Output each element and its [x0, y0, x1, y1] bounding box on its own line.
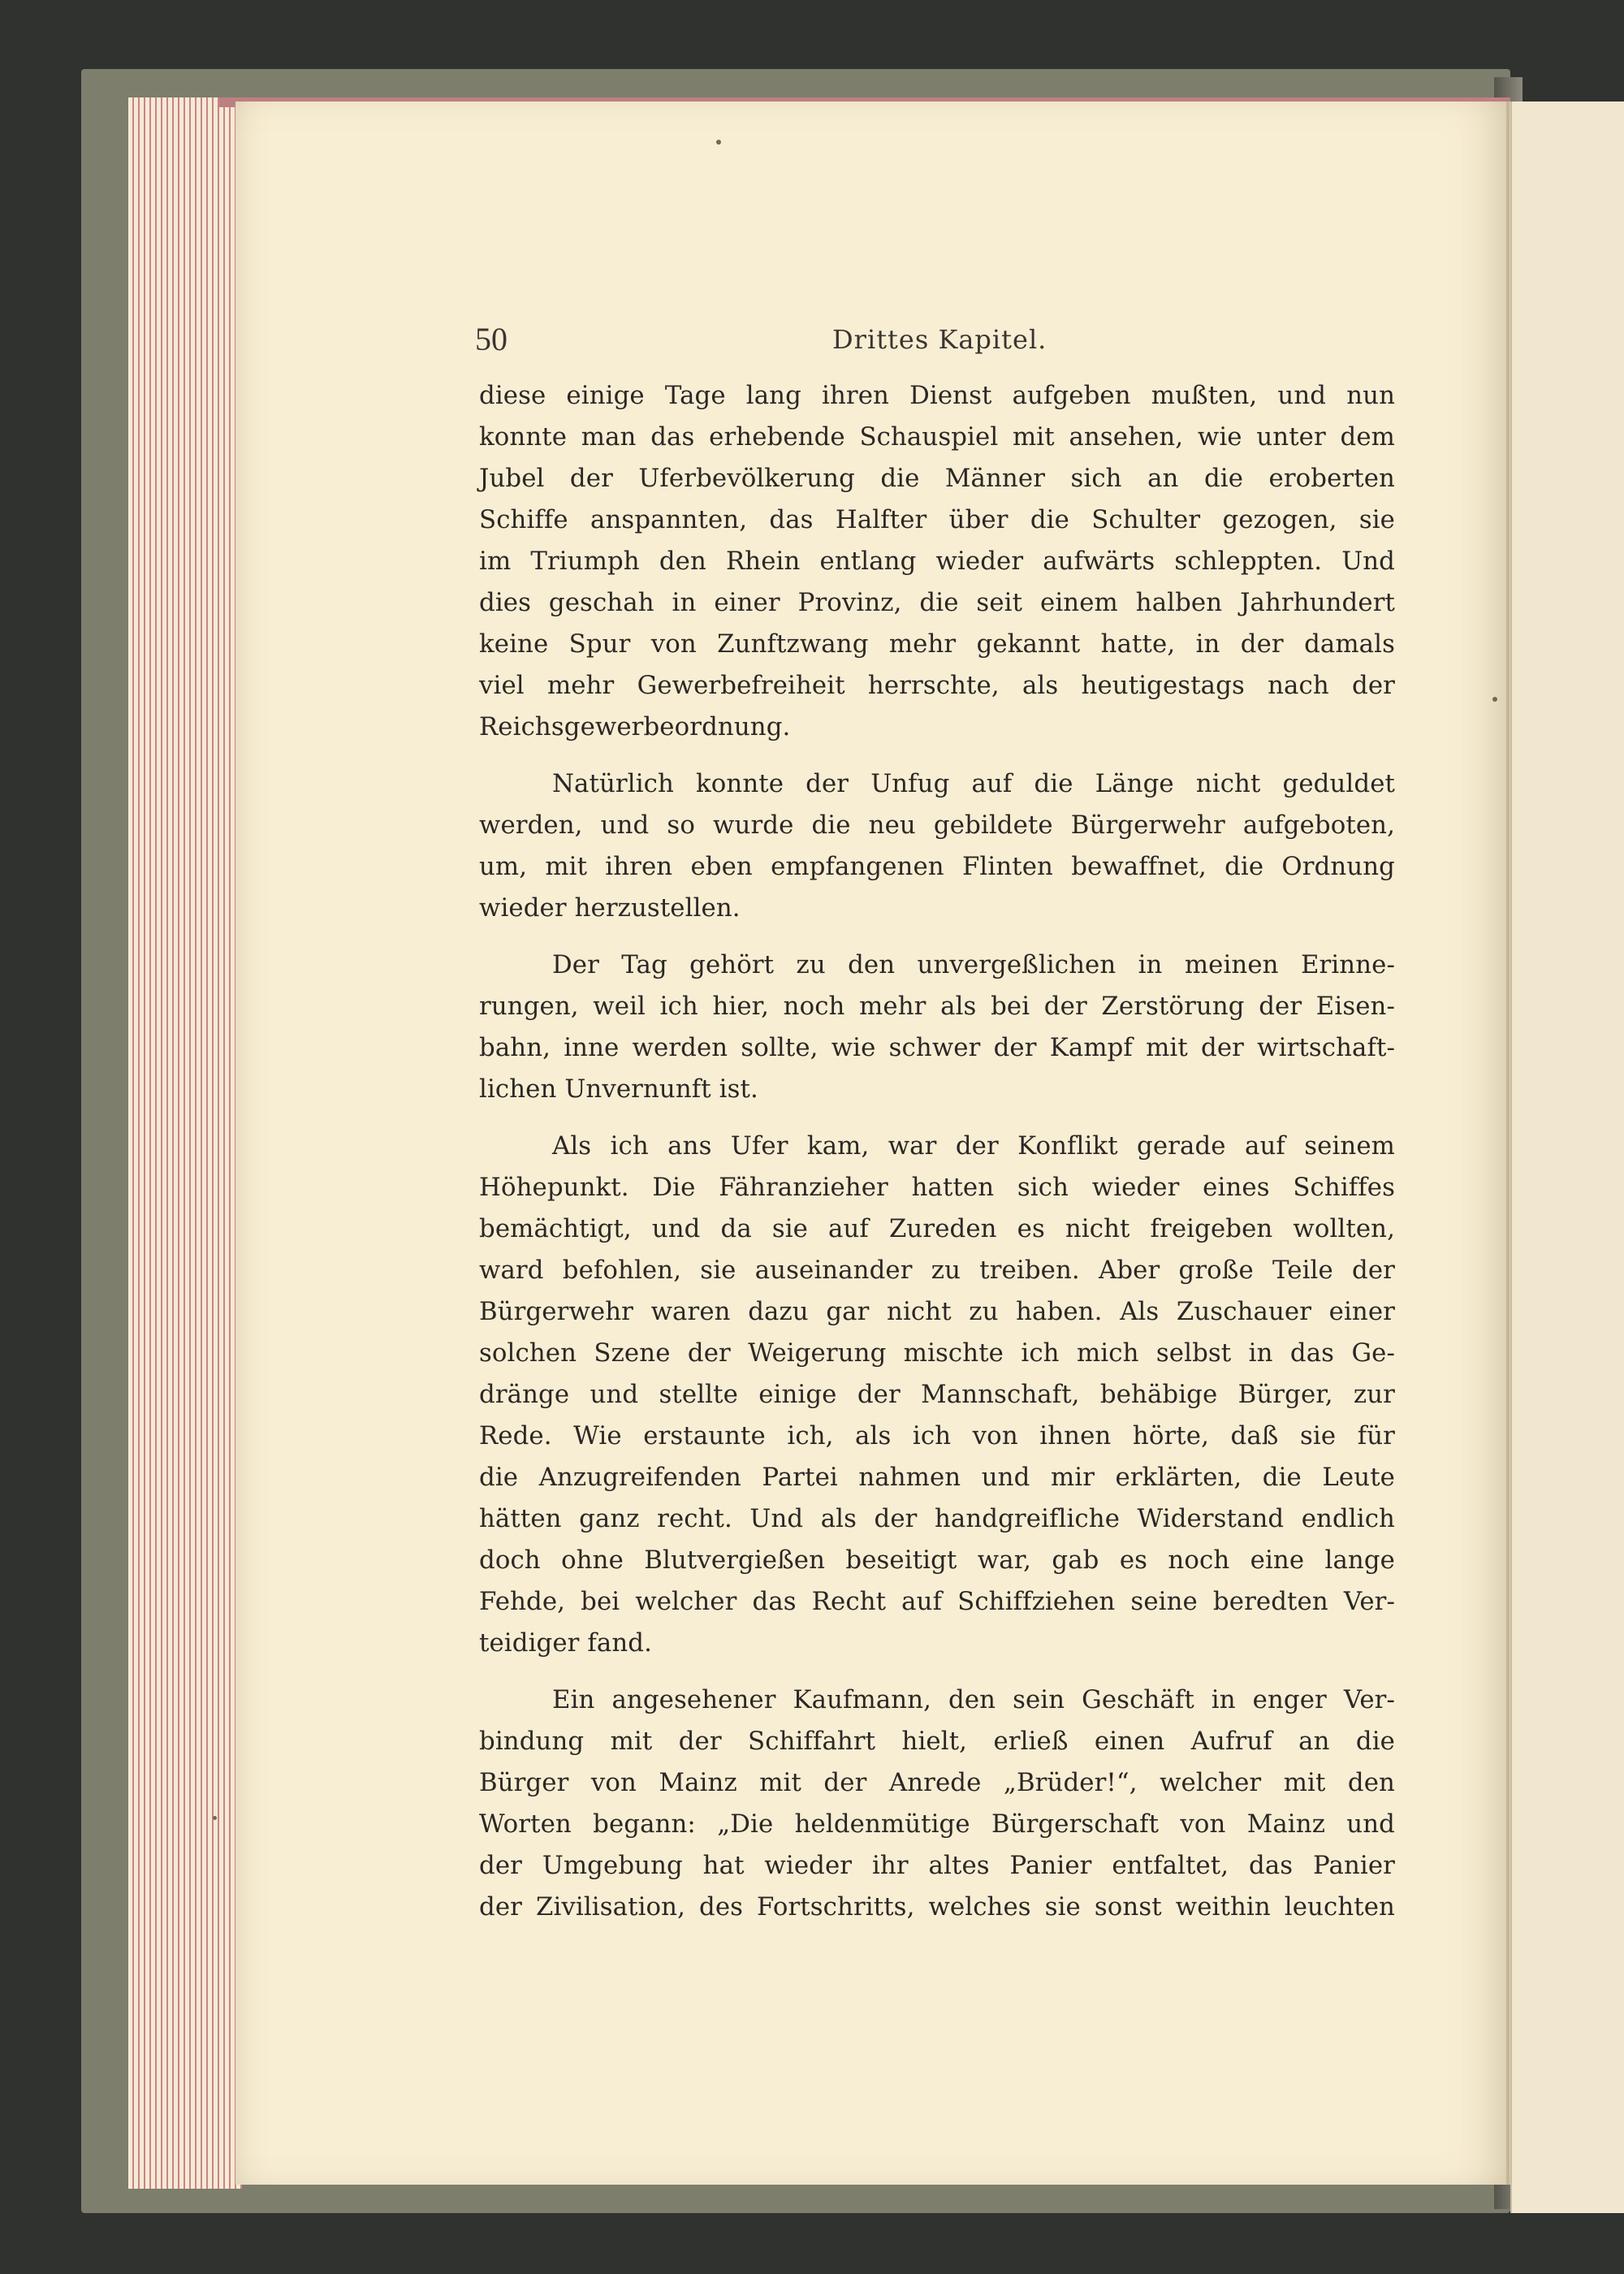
text-line: Höhepunkt. Die Fähranzieher hatten sich wieder eines Schiffes	[479, 1173, 1395, 1202]
text-line: bindung mit der Schiffahrt hielt, erließ einen Aufruf an die	[479, 1727, 1395, 1756]
text-line: der Zivilisation, des Fortschritts, welches sie sonst weithin leuchten	[479, 1892, 1395, 1922]
text-line: Bürgerwehr waren dazu gar nicht zu haben. Als Zuschauer einer	[479, 1297, 1395, 1326]
text-line: bemächtigt, und da sie auf Zureden es nicht freigeben wollten,	[479, 1214, 1395, 1243]
text-line: Ein angesehener Kaufmann, den sein Geschäft in enger Ver-	[552, 1685, 1395, 1714]
page-header	[475, 321, 1397, 370]
text-line: der Umgebung hat wieder ihr altes Panier entfaltet, das Panier	[479, 1851, 1395, 1880]
text-line: dränge und stellte einige der Mannschaft, behäbige Bürger, zur	[479, 1380, 1395, 1409]
paragraph	[479, 945, 1395, 1110]
text-line: Der Tag gehört zu den unvergeßlichen in meinen Erinne-	[552, 950, 1395, 979]
text-line: Bürger von Mainz mit der Anrede „Brüder!“, welcher mit den	[479, 1768, 1395, 1797]
text-line: im Triumph den Rhein entlang wieder aufwärts schleppten. Und	[479, 547, 1395, 576]
text-line: Schiffe anspannten, das Halfter über die Schulter gezogen, sie	[479, 505, 1395, 534]
page-stack-edges	[128, 97, 242, 2189]
text-line: konnte man das erhebende Schauspiel mit ansehen, wie unter dem	[479, 422, 1395, 452]
paragraph	[479, 763, 1395, 929]
text-line: die Anzugreifenden Partei nahmen und mir erklärten, die Leute	[479, 1463, 1395, 1492]
text-line: Als ich ans Ufer kam, war der Konflikt gerade auf seinem	[552, 1131, 1395, 1161]
paragraph	[479, 375, 1395, 748]
text-line: bahn, inne werden sollte, wie schwer der Kampf mit der wirtschaft-	[479, 1033, 1395, 1062]
page-number: 50	[475, 321, 508, 357]
paper-speck	[1492, 697, 1497, 702]
text-line: ward befohlen, sie auseinander zu treiben. Aber große Teile der	[479, 1256, 1395, 1285]
text-line: um, mit ihren eben empfangenen Flinten bewaffnet, die Ordnung	[479, 852, 1395, 881]
text-line: Worten begann: „Die heldenmütige Bürgerschaft von Mainz und	[479, 1809, 1395, 1839]
body-text	[479, 375, 1395, 1928]
gutter-line	[1506, 102, 1510, 2185]
text-line: viel mehr Gewerbefreiheit herrschte, als heutigestags nach der	[479, 671, 1395, 700]
paragraph	[479, 1126, 1395, 1664]
text-line: lichen Unvernunft ist.	[479, 1074, 758, 1104]
text-line: Jubel der Uferbevölkerung die Männer sich an die eroberten	[479, 464, 1395, 493]
paper-speck	[213, 1816, 217, 1820]
text-line: keine Spur von Zunftzwang mehr gekannt hatte, in der damals	[479, 629, 1395, 659]
text-line: doch ohne Blutvergießen beseitigt war, gab es noch eine lange	[479, 1546, 1395, 1575]
facing-page-edge	[1510, 102, 1624, 2213]
text-line: wieder herzustellen.	[479, 893, 741, 923]
text-line: diese einige Tage lang ihren Dienst aufgeben mußten, und nun	[479, 381, 1395, 410]
text-line: rungen, weil ich hier, noch mehr als bei der Zerstörung der Eisen-	[479, 992, 1395, 1021]
text-line: Fehde, bei welcher das Recht auf Schiffziehen seine beredten Ver-	[479, 1587, 1395, 1616]
text-line: teidiger fand.	[479, 1628, 652, 1658]
text-line: werden, und so wurde die neu gebildete Bürgerwehr aufgeboten,	[479, 811, 1395, 840]
text-line: Natürlich konnte der Unfug auf die Länge nicht geduldet	[552, 769, 1395, 798]
text-line: solchen Szene der Weigerung mischte ich mich selbst in das Ge-	[479, 1338, 1395, 1368]
text-line: dies geschah in einer Provinz, die seit einem halben Jahrhundert	[479, 588, 1395, 617]
text-line: hätten ganz recht. Und als der handgreifliche Widerstand endlich	[479, 1504, 1395, 1533]
paragraph	[479, 1680, 1395, 1928]
text-line: Reichsgewerbeordnung.	[479, 712, 791, 741]
running-head: Drittes Kapitel.	[832, 324, 1047, 355]
paper-speck	[716, 140, 721, 145]
text-line: Rede. Wie erstaunte ich, als ich von ihnen hörte, daß sie für	[479, 1421, 1395, 1450]
